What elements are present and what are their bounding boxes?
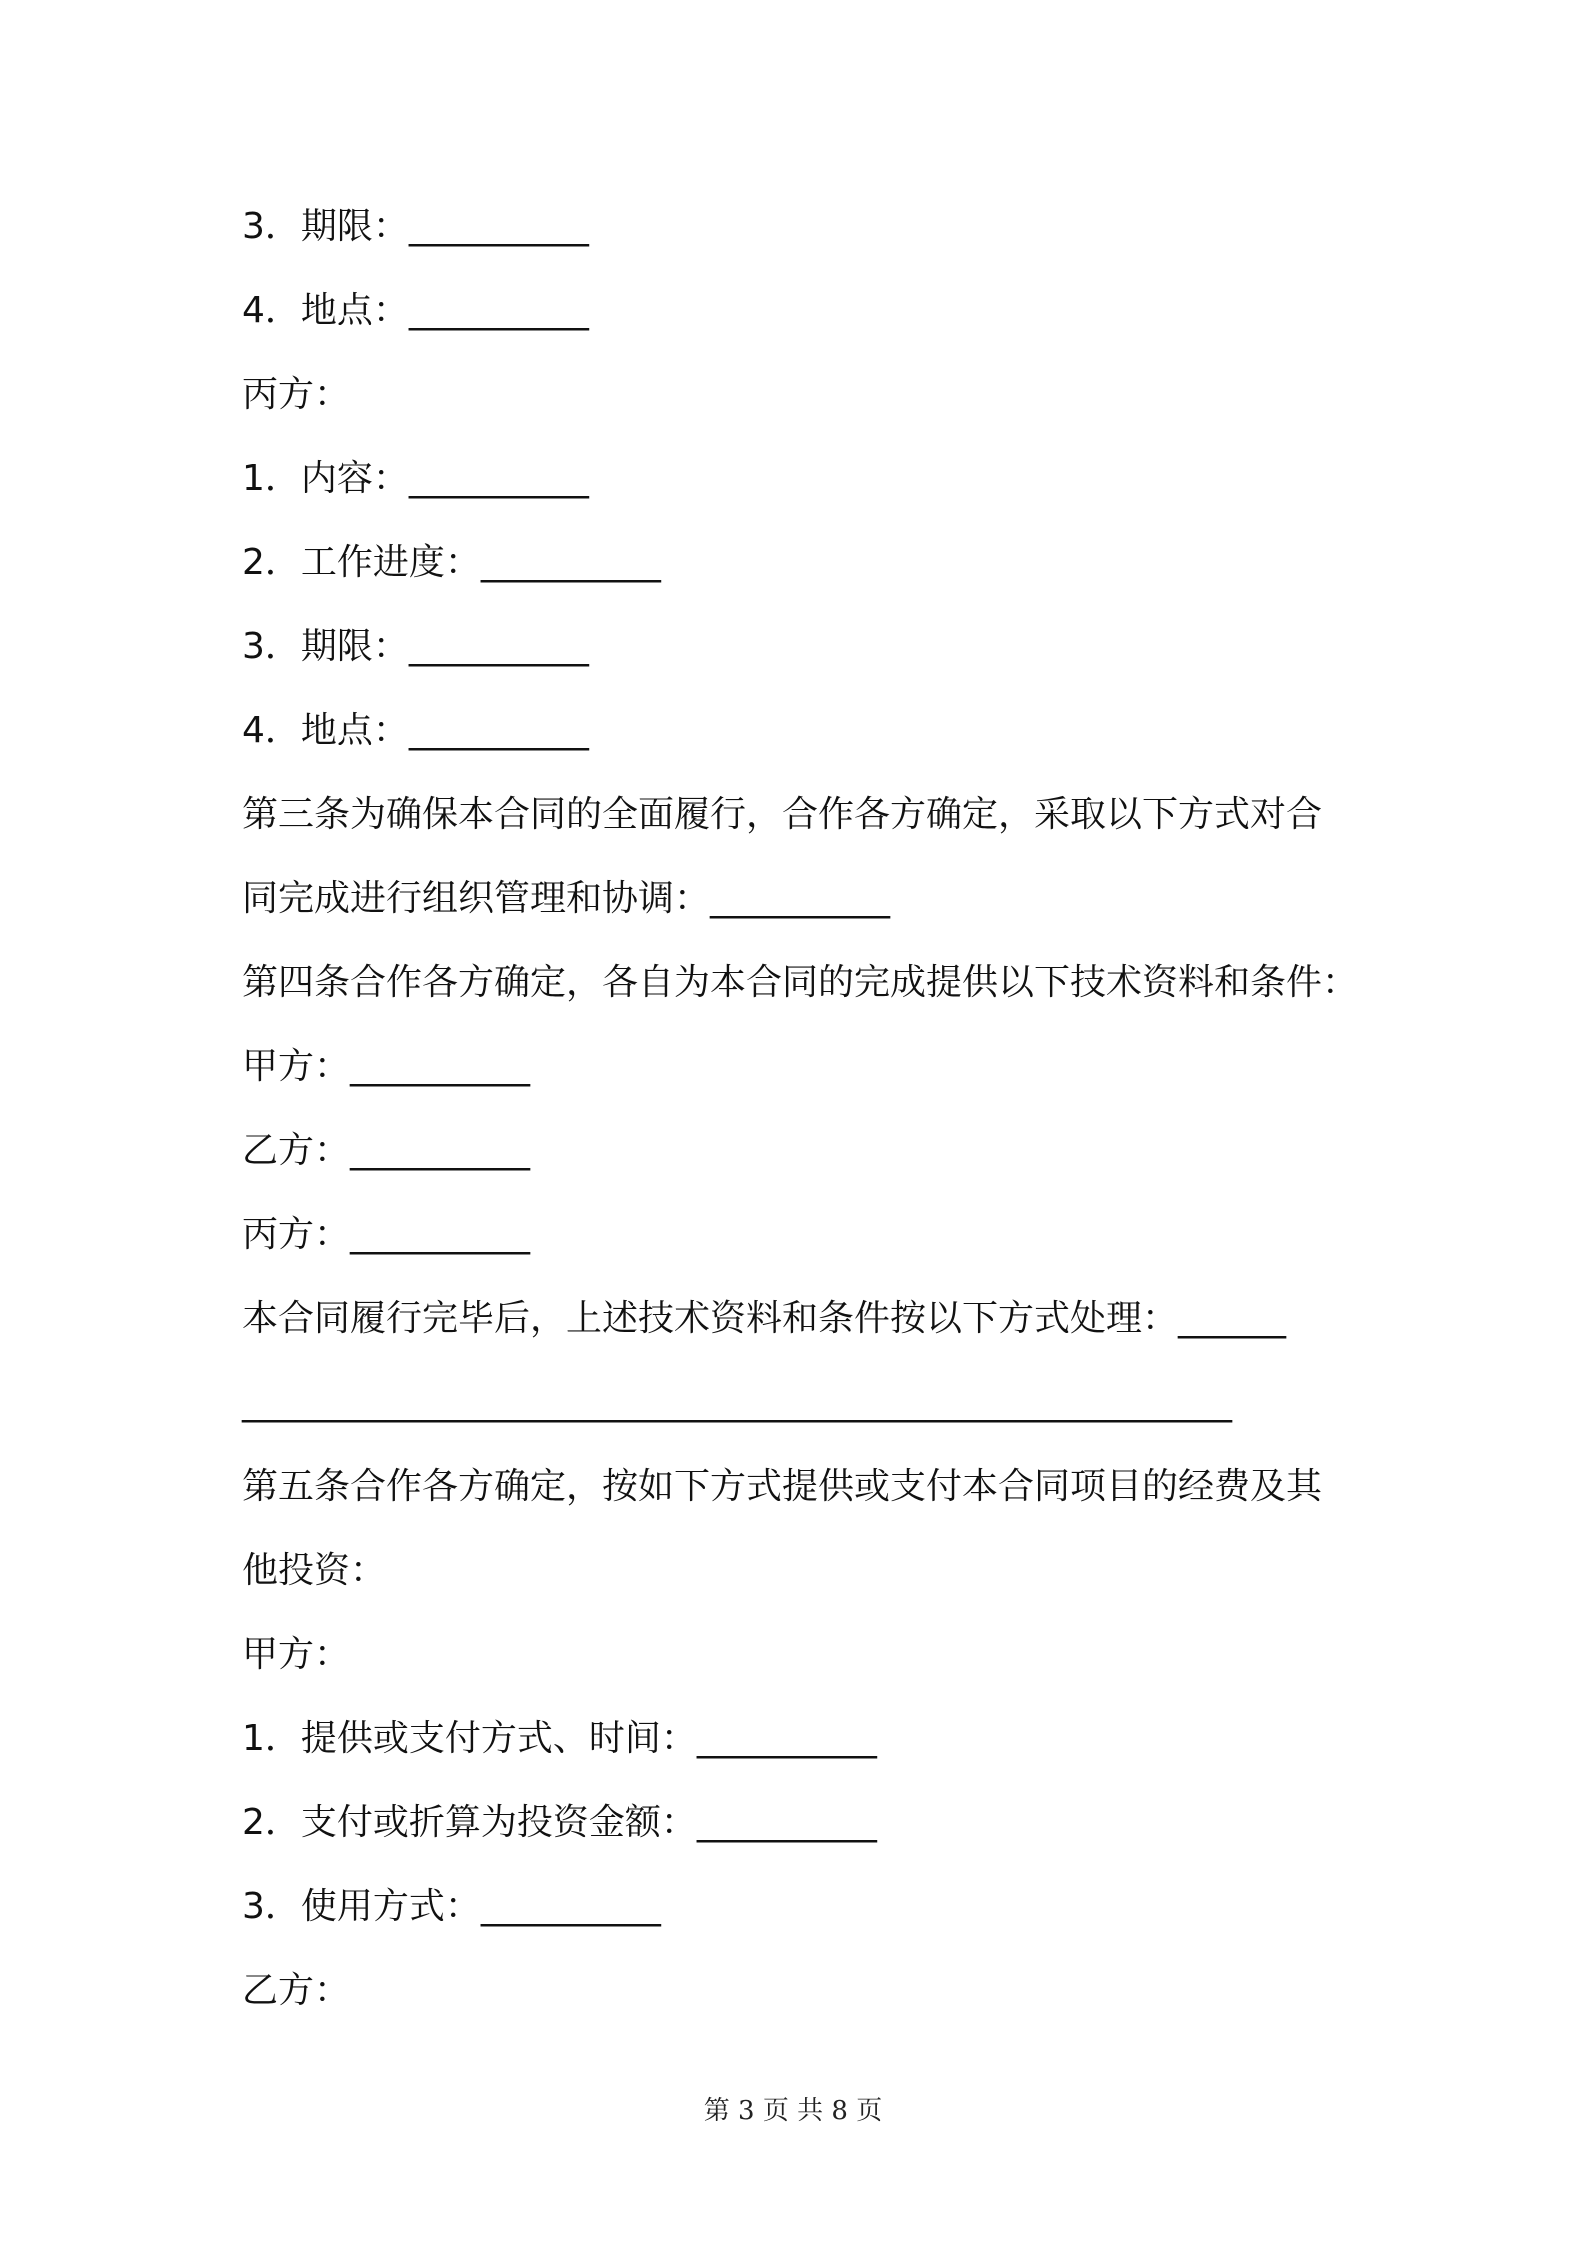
text-line: 3．期限：__________ [242, 626, 589, 667]
text-line: 同完成进行组织管理和协调：__________ [242, 878, 891, 919]
page-number-footer: 第 3 页 共 8 页 [703, 2096, 883, 2126]
text-line: 乙方：__________ [242, 1130, 531, 1171]
text-line: 甲方： [242, 1634, 351, 1675]
text-line: 第五条合作各方确定，按如下方式提供或支付本合同项目的经费及其 [242, 1466, 1323, 1507]
text-line: 2．工作进度：__________ [242, 542, 661, 583]
text-line: 甲方：__________ [242, 1046, 531, 1087]
text-line: 2．支付或折算为投资金额：__________ [242, 1802, 877, 1843]
text-line: 3．使用方式：__________ [242, 1886, 661, 1927]
text-line: 本合同履行完毕后，上述技术资料和条件按以下方式处理：______ [242, 1298, 1287, 1339]
text-line: 丙方： [242, 374, 351, 415]
text-line: 1．提供或支付方式、时间：__________ [242, 1718, 877, 1759]
text-line: 第三条为确保本合同的全面履行，合作各方确定，采取以下方式对合 [242, 794, 1323, 835]
text-line: 乙方： [242, 1970, 351, 2011]
text-line: 丙方：__________ [242, 1214, 531, 1255]
text-line: 他投资： [242, 1550, 387, 1591]
text-line: 第四条合作各方确定，各自为本合同的完成提供以下技术资料和条件： [242, 962, 1359, 1003]
text-line: _______________________________________________________ [242, 1382, 1232, 1423]
text-line: 4．地点：__________ [242, 290, 589, 331]
text-line: 4．地点：__________ [242, 710, 589, 751]
text-line: 3．期限：__________ [242, 206, 589, 247]
text-line: 1．内容：__________ [242, 458, 589, 499]
